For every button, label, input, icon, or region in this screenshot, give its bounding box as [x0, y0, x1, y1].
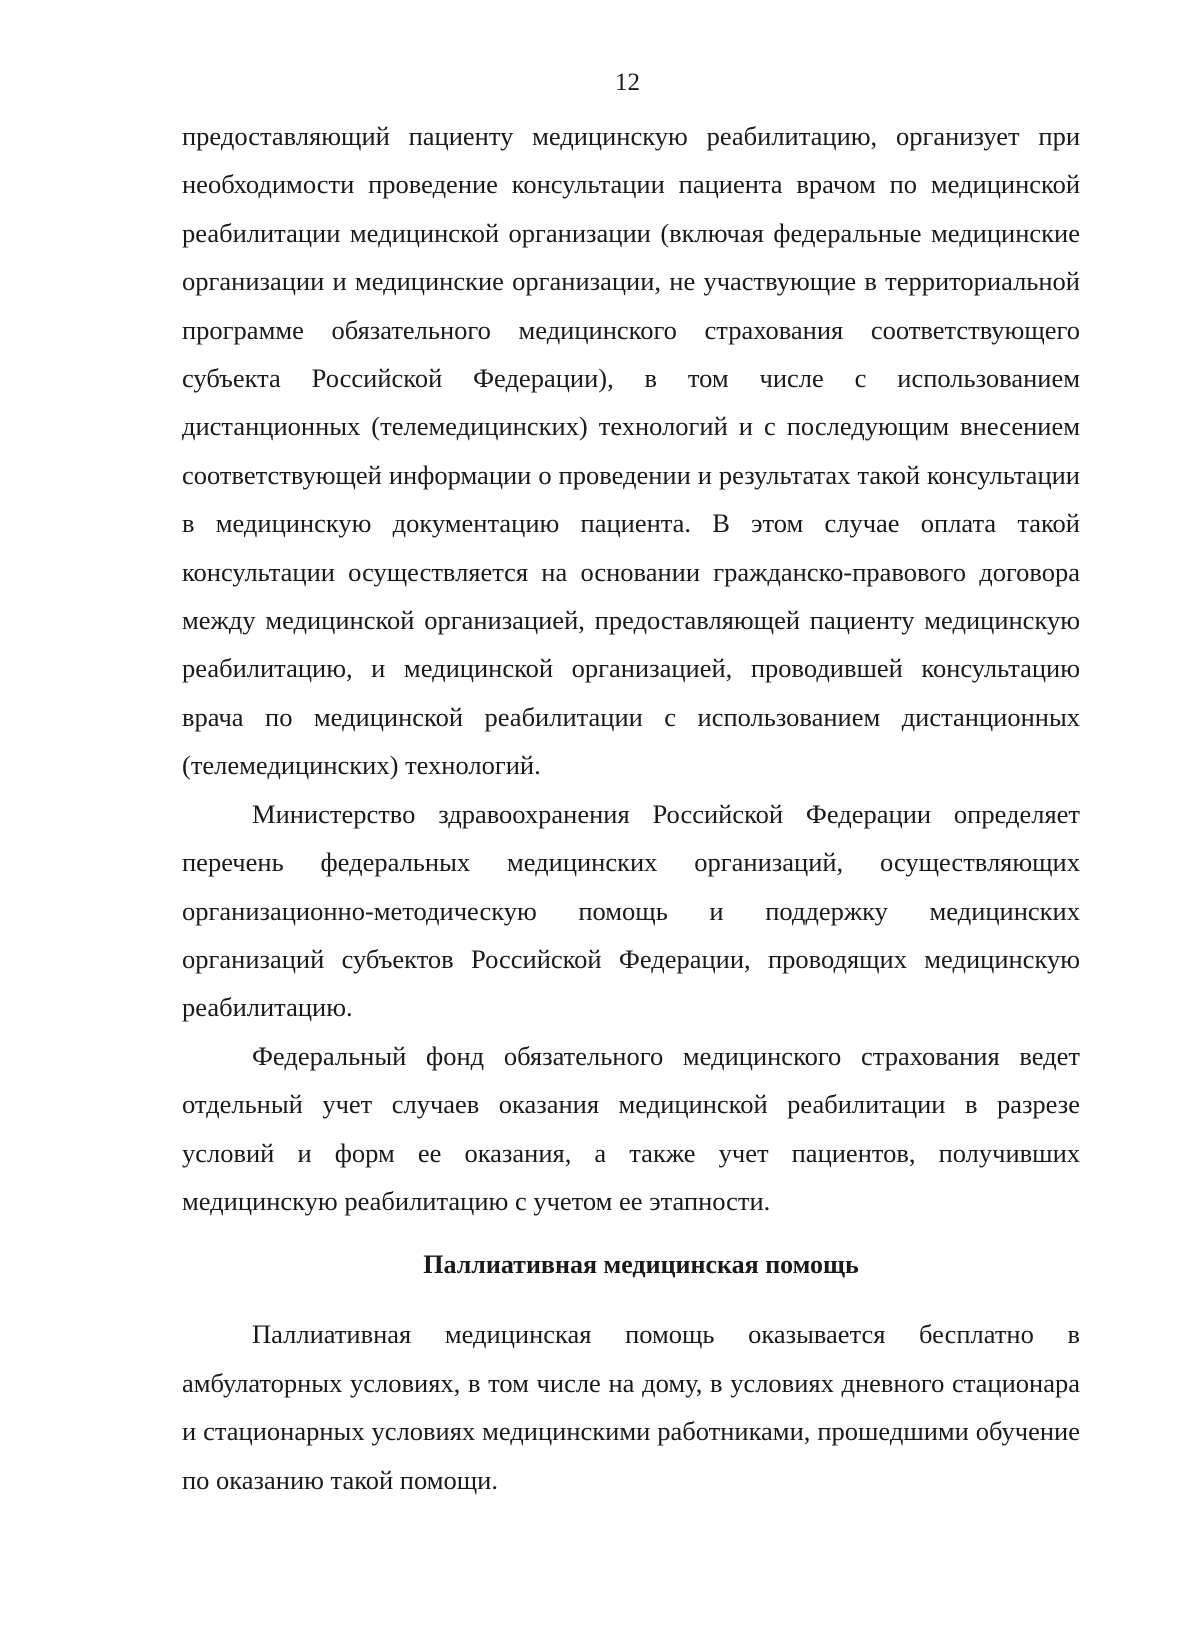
paragraph-palliative: Паллиативная медицинская помощь оказывается бесплатно в амбулаторных условиях, в том числе на дому, в условиях дневного стационара и стационарных условиях медицинскими работниками, прошедшими обучение по оказанию такой помощи. [182, 1319, 1080, 1495]
document-body [182, 112, 1080, 1504]
page-number: 12 [615, 69, 640, 96]
paragraph-continuation: предоставляющий пациенту медицинскую реабилитацию, организует при необходимости проведение консультации пациента врачом по медицинской реабилитации медицинской организации (включая федеральные медицинские организации и медицинские организации, не участвующие в территориальной программе обязательного медицинского страхования соответствующего субъекта Российской Федерации), в том числе с использованием дистанционных (телемедицинских) технологий и с последующим внесением соответствующей информации о проведении и результатах такой консультации в медицинскую документацию пациента. В этом случае оплата такой консультации осуществляется на основании гражданско-правового договора между медицинской организацией, предоставляющей пациенту медицинскую реабилитацию, и медицинской организацией, проводившей консультацию врача по медицинской реабилитации с использованием дистанционных (телемедицинских) технологий. [182, 121, 1080, 781]
paragraph-ministry: Министерство здравоохранения Российской Федерации определяет перечень федеральных медицинских организаций, осуществляющих организационно-методическую помощь и поддержку медицинских организаций субъектов Российской Федерации, проводящих медицинскую реабилитацию. [182, 798, 1080, 1023]
paragraph-fund: Федеральный фонд обязательного медицинского страхования ведет отдельный учет случаев оказания медицинской реабилитации в разрезе условий и форм ее оказания, а также учет пациентов, получивших медицинскую реабилитацию с учетом ее этапности. [182, 1040, 1080, 1216]
section-heading: Паллиативная медицинская помощь [423, 1250, 859, 1280]
